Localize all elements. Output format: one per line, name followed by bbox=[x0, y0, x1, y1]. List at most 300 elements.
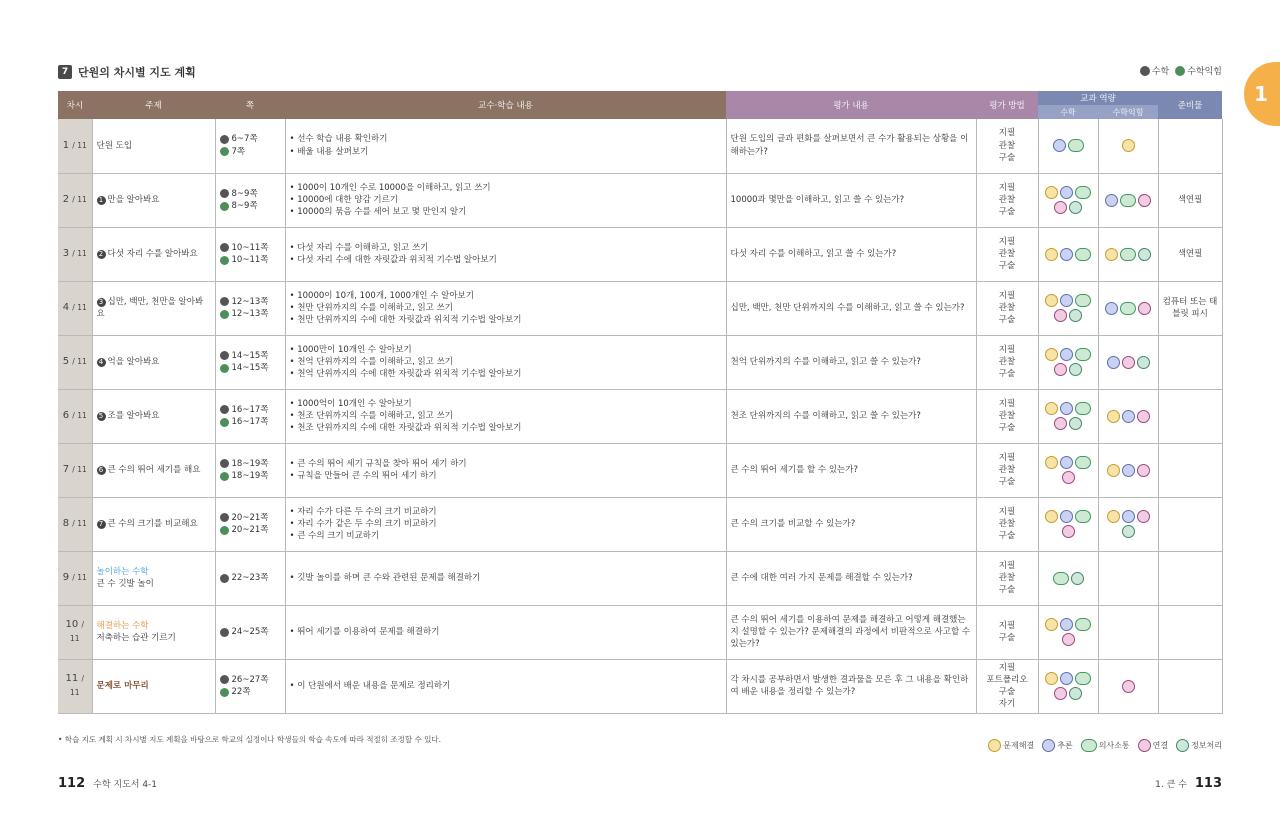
book-legend bbox=[1140, 64, 1222, 77]
info-processing-icon bbox=[1069, 417, 1082, 430]
page-ref-text: 24~25쪽 bbox=[231, 626, 269, 637]
communication-icon bbox=[1075, 618, 1091, 631]
content-item: • 천만 단위까지의 수에 대한 자릿값과 위치적 기수법 알아보기 bbox=[290, 314, 722, 326]
connection-icon bbox=[1138, 739, 1151, 752]
competency-practice-cell bbox=[1098, 659, 1158, 713]
connection-icon bbox=[1138, 302, 1151, 315]
header-comp-practice: 수학익힘 bbox=[1098, 105, 1158, 119]
content-item: • 1000이 10개인 수로 10000을 이해하고, 읽고 쓰기 bbox=[290, 182, 722, 194]
table-row bbox=[58, 443, 1222, 497]
content-item: • 1000억이 10개인 수 알아보기 bbox=[290, 398, 722, 410]
reasoning-icon bbox=[1105, 302, 1118, 315]
content-item: • 천조 단위까지의 수를 이해하고, 읽고 쓰기 bbox=[290, 410, 722, 422]
connection-icon bbox=[1137, 464, 1150, 477]
math-book-icon bbox=[220, 243, 229, 252]
content-item: • 천억 단위까지의 수를 이해하고, 읽고 쓰기 bbox=[290, 356, 722, 368]
info-processing-icon bbox=[1138, 248, 1151, 261]
method-item: 구술 bbox=[998, 315, 1016, 326]
materials-cell: 색연필 bbox=[1158, 173, 1222, 227]
competency-math-cell bbox=[1038, 281, 1098, 335]
info-processing-icon bbox=[1069, 201, 1082, 214]
legend-conn-label: 연결 bbox=[1152, 741, 1169, 750]
problem-solving-icon bbox=[1045, 294, 1058, 307]
topic-title: 저축하는 습관 기르기 bbox=[96, 633, 176, 643]
legend-info bbox=[1176, 739, 1222, 752]
page-ref-text: 22쪽 bbox=[231, 687, 251, 698]
competency-math-cell bbox=[1038, 605, 1098, 659]
method-item: 지필 bbox=[998, 290, 1016, 301]
method-item: 지필 bbox=[998, 398, 1016, 409]
topic-number: 7 bbox=[97, 520, 106, 529]
page-ref-text: 16~17쪽 bbox=[231, 404, 269, 415]
page-ref bbox=[220, 458, 281, 470]
reasoning-icon bbox=[1060, 618, 1073, 631]
content-item: • 천조 단위까지의 수에 대한 자릿값과 위치적 기수법 알아보기 bbox=[290, 422, 722, 434]
session-cell bbox=[58, 605, 92, 659]
connection-icon bbox=[1137, 410, 1150, 423]
info-processing-icon bbox=[1137, 356, 1150, 369]
topic-number: 5 bbox=[97, 412, 106, 421]
materials-cell bbox=[1158, 659, 1222, 713]
content-item: • 선수 학습 내용 확인하기 bbox=[290, 133, 722, 145]
page-ref bbox=[220, 200, 281, 212]
table-row bbox=[58, 659, 1222, 713]
communication-icon bbox=[1120, 248, 1136, 261]
competency-practice-cell bbox=[1098, 443, 1158, 497]
practice-book-icon bbox=[220, 147, 229, 156]
topic-title: 십만, 백만, 천만을 알아봐요 bbox=[96, 296, 204, 319]
page-cell bbox=[215, 335, 285, 389]
page-cell bbox=[215, 227, 285, 281]
content-item: • 10000의 묶음 수를 세어 보고 몇 만인지 알기 bbox=[290, 206, 722, 218]
method-item: 지필 bbox=[998, 236, 1016, 247]
page-cell bbox=[215, 173, 285, 227]
method-item: 포트폴리오 bbox=[986, 674, 1028, 685]
method-cell bbox=[976, 119, 1038, 173]
book-legend-practice bbox=[1175, 64, 1222, 77]
table-row bbox=[58, 497, 1222, 551]
page-ref-text: 7쪽 bbox=[231, 146, 246, 157]
content-item: • 큰 수의 크기 비교하기 bbox=[290, 530, 722, 542]
evaluation-cell: 10000과 몇만을 이해하고, 읽고 쓸 수 있는가? bbox=[726, 173, 976, 227]
session-number: 11 bbox=[65, 672, 79, 684]
info-processing-icon bbox=[1069, 363, 1082, 376]
header-competency: 교과 역량 bbox=[1038, 91, 1158, 105]
problem-solving-icon bbox=[1045, 348, 1058, 361]
evaluation-cell: 큰 수에 대한 여러 가지 문제를 해결할 수 있는가? bbox=[726, 551, 976, 605]
method-item: 지필 bbox=[998, 452, 1016, 463]
header-topic: 주제 bbox=[92, 91, 215, 119]
method-item: 관찰 bbox=[998, 356, 1016, 367]
page-ref-text: 10~11쪽 bbox=[231, 242, 269, 253]
competency-math-cell bbox=[1038, 443, 1098, 497]
content-item: • 10000이 10개, 100개, 1000개인 수 알아보기 bbox=[290, 290, 722, 302]
reasoning-icon bbox=[1060, 672, 1073, 685]
communication-icon bbox=[1075, 510, 1091, 523]
method-item: 지필 bbox=[998, 506, 1016, 517]
legend-solve bbox=[988, 739, 1034, 752]
method-item: 구술 bbox=[998, 423, 1016, 434]
competency-math-cell bbox=[1038, 659, 1098, 713]
session-number: 6 bbox=[62, 409, 70, 421]
page-ref-text: 12~13쪽 bbox=[231, 309, 269, 319]
problem-solving-icon bbox=[1107, 410, 1120, 423]
page-ref bbox=[220, 686, 281, 698]
session-cell bbox=[58, 119, 92, 173]
communication-icon bbox=[1075, 348, 1091, 361]
problem-solving-icon bbox=[1045, 186, 1058, 199]
session-total: / 11 bbox=[72, 410, 87, 420]
header-evaluation: 평가 내용 bbox=[726, 91, 976, 119]
section-number: 7 bbox=[58, 65, 72, 79]
reasoning-icon bbox=[1060, 186, 1073, 199]
reasoning-icon bbox=[1060, 248, 1073, 261]
topic-number: 4 bbox=[97, 358, 106, 367]
header-page: 쪽 bbox=[215, 91, 285, 119]
topic-title: 단원 도입 bbox=[96, 140, 133, 151]
session-total: / 11 bbox=[72, 356, 87, 366]
topic-number: 2 bbox=[97, 250, 106, 259]
page-ref-text: 8~9쪽 bbox=[231, 201, 258, 211]
materials-cell bbox=[1158, 335, 1222, 389]
math-book-icon bbox=[1140, 66, 1150, 76]
topic-cell bbox=[92, 281, 215, 335]
method-item: 관찰 bbox=[998, 464, 1016, 475]
session-cell bbox=[58, 281, 92, 335]
table-row bbox=[58, 335, 1222, 389]
practice-book-icon bbox=[220, 256, 229, 265]
method-cell bbox=[976, 497, 1038, 551]
content-cell bbox=[285, 281, 726, 335]
table-row bbox=[58, 389, 1222, 443]
session-total: / 11 bbox=[72, 464, 87, 474]
method-item: 구술 bbox=[998, 585, 1016, 596]
topic-number: 6 bbox=[97, 466, 106, 475]
session-number: 1 bbox=[62, 139, 70, 151]
connection-icon bbox=[1137, 510, 1150, 523]
method-item: 관찰 bbox=[998, 194, 1016, 205]
topic-title: 만을 알아봐요 bbox=[107, 194, 160, 205]
method-cell bbox=[976, 551, 1038, 605]
session-total: / 11 bbox=[72, 140, 87, 150]
materials-cell bbox=[1158, 119, 1222, 173]
legend-reason-label: 추론 bbox=[1057, 741, 1073, 750]
session-total: / 11 bbox=[72, 194, 87, 204]
page-ref bbox=[220, 416, 281, 428]
method-item: 구술 bbox=[998, 369, 1016, 380]
page-ref bbox=[220, 188, 281, 200]
table-row bbox=[58, 551, 1222, 605]
reasoning-icon bbox=[1060, 456, 1073, 469]
math-book-icon bbox=[220, 574, 229, 583]
content-item: • 뛰어 세기를 이용하여 문제를 해결하기 bbox=[290, 626, 722, 638]
header-method: 평가 방법 bbox=[976, 91, 1038, 119]
practice-book-icon bbox=[220, 418, 229, 427]
reasoning-icon bbox=[1122, 464, 1135, 477]
connection-icon bbox=[1138, 194, 1151, 207]
method-item: 지필 bbox=[998, 620, 1016, 631]
topic-cell bbox=[92, 389, 215, 443]
evaluation-cell: 단원 도입의 글과 편화를 살펴보면서 큰 수가 활용되는 상황을 이해하는가? bbox=[726, 119, 976, 173]
reasoning-icon bbox=[1042, 739, 1055, 752]
book-title: 수학 지도서 4-1 bbox=[93, 780, 158, 790]
problem-solving-icon bbox=[1107, 510, 1120, 523]
materials-cell: 색연필 bbox=[1158, 227, 1222, 281]
page-cell bbox=[215, 443, 285, 497]
session-total: / 11 bbox=[69, 619, 84, 643]
competency-math-cell bbox=[1038, 551, 1098, 605]
topic-number: 1 bbox=[97, 196, 106, 205]
method-item: 관찰 bbox=[998, 518, 1016, 529]
competency-math-cell bbox=[1038, 389, 1098, 443]
communication-icon bbox=[1075, 456, 1091, 469]
connection-icon bbox=[1054, 309, 1067, 322]
legend-reason bbox=[1042, 739, 1072, 752]
page-ref bbox=[220, 470, 281, 482]
topic-cell bbox=[92, 227, 215, 281]
reasoning-icon bbox=[1105, 194, 1118, 207]
competency-practice-cell bbox=[1098, 551, 1158, 605]
topic-cell bbox=[92, 119, 215, 173]
topic-title: 다섯 자리 수를 알아봐요 bbox=[107, 248, 198, 259]
page-ref bbox=[220, 308, 281, 320]
competency-math-cell bbox=[1038, 173, 1098, 227]
method-cell bbox=[976, 605, 1038, 659]
page-ref bbox=[220, 242, 281, 254]
competency-math-cell bbox=[1038, 227, 1098, 281]
connection-icon bbox=[1054, 201, 1067, 214]
session-cell bbox=[58, 659, 92, 713]
competency-practice-cell bbox=[1098, 119, 1158, 173]
competency-legend bbox=[988, 739, 1222, 752]
practice-book-icon bbox=[220, 688, 229, 697]
competency-practice-cell bbox=[1098, 389, 1158, 443]
problem-solving-icon bbox=[1107, 464, 1120, 477]
page-ref-text: 6~7쪽 bbox=[231, 134, 258, 145]
info-processing-icon bbox=[1069, 687, 1082, 700]
chapter-title: 1. 큰 수 bbox=[1155, 780, 1187, 790]
math-book-icon bbox=[220, 513, 229, 522]
legend-comm-label: 의사소통 bbox=[1098, 741, 1130, 750]
topic-title: 큰 수의 뛰어 세기를 해요 bbox=[107, 464, 201, 475]
content-cell bbox=[285, 227, 726, 281]
method-item: 관찰 bbox=[998, 248, 1016, 259]
method-cell bbox=[976, 173, 1038, 227]
session-number: 5 bbox=[62, 355, 70, 367]
communication-icon bbox=[1075, 402, 1091, 415]
page-cell bbox=[215, 659, 285, 713]
content-item: • 이 단원에서 배운 내용을 문제로 정리하기 bbox=[290, 680, 722, 692]
page-ref-text: 18~19쪽 bbox=[231, 471, 269, 481]
problem-solving-icon bbox=[988, 739, 1001, 752]
session-number: 8 bbox=[62, 517, 70, 529]
content-cell bbox=[285, 443, 726, 497]
problem-solving-icon bbox=[1105, 248, 1118, 261]
content-item: • 천억 단위까지의 수에 대한 자릿값과 위치적 기수법 알아보기 bbox=[290, 368, 722, 380]
math-book-icon bbox=[220, 459, 229, 468]
method-item: 자기 bbox=[998, 699, 1016, 710]
connection-icon bbox=[1122, 680, 1135, 693]
info-processing-icon bbox=[1122, 525, 1135, 538]
method-item: 관찰 bbox=[998, 572, 1016, 583]
topic-cell bbox=[92, 497, 215, 551]
communication-icon bbox=[1075, 294, 1091, 307]
content-cell bbox=[285, 335, 726, 389]
communication-icon bbox=[1120, 302, 1136, 315]
competency-practice-cell bbox=[1098, 281, 1158, 335]
section-title bbox=[58, 63, 196, 81]
session-number: 7 bbox=[62, 463, 70, 475]
topic-title: 큰 수의 크기를 비교해요 bbox=[107, 518, 198, 529]
method-item: 구술 bbox=[998, 207, 1016, 218]
math-book-icon bbox=[220, 351, 229, 360]
topic-title: 큰 수 깃발 놀이 bbox=[96, 579, 154, 589]
method-cell bbox=[976, 227, 1038, 281]
page-cell bbox=[215, 551, 285, 605]
table-row bbox=[58, 173, 1222, 227]
page-ref-text: 10~11쪽 bbox=[231, 255, 269, 265]
math-book-icon bbox=[220, 628, 229, 637]
table-row bbox=[58, 227, 1222, 281]
chapter-tab[interactable]: 1 bbox=[1244, 62, 1280, 126]
materials-cell bbox=[1158, 605, 1222, 659]
method-item: 구술 bbox=[998, 687, 1016, 698]
page-ref bbox=[220, 296, 281, 308]
session-number: 10 bbox=[65, 618, 79, 630]
materials-cell bbox=[1158, 389, 1222, 443]
footer-left bbox=[58, 776, 157, 791]
method-cell bbox=[976, 659, 1038, 713]
competency-practice-cell bbox=[1098, 497, 1158, 551]
content-cell bbox=[285, 173, 726, 227]
topic-cell bbox=[92, 173, 215, 227]
page-number-right: 113 bbox=[1194, 776, 1222, 791]
table-row bbox=[58, 119, 1222, 173]
header-comp-math: 수학 bbox=[1038, 105, 1098, 119]
topic-cell bbox=[92, 335, 215, 389]
footnote: • 학습 지도 계획 시 차시별 지도 계획을 바탕으로 학교의 실정이나 학생들의 학습 속도에 따라 적절히 조정할 수 있다. bbox=[58, 735, 441, 744]
topic-title: 문제로 마무리 bbox=[96, 680, 149, 691]
page-cell bbox=[215, 119, 285, 173]
evaluation-cell: 큰 수의 크기를 비교할 수 있는가? bbox=[726, 497, 976, 551]
content-item: • 자리 수가 다른 두 수의 크기 비교하기 bbox=[290, 506, 722, 518]
method-item: 지필 bbox=[998, 560, 1016, 571]
content-item: • 배울 내용 살펴보기 bbox=[290, 146, 722, 158]
communication-icon bbox=[1075, 186, 1091, 199]
page-ref bbox=[220, 674, 281, 686]
page-ref-text: 16~17쪽 bbox=[231, 417, 269, 427]
book-legend-practice-label: 수학익힘 bbox=[1187, 67, 1222, 77]
topic-category: 해결하는 수학 bbox=[96, 620, 149, 631]
topic-cell bbox=[92, 551, 215, 605]
method-item: 구술 bbox=[998, 152, 1016, 163]
page-ref bbox=[220, 404, 281, 416]
content-cell bbox=[285, 605, 726, 659]
session-cell bbox=[58, 551, 92, 605]
session-total: / 11 bbox=[69, 673, 84, 698]
method-cell bbox=[976, 443, 1038, 497]
content-item: • 자리 수가 같은 두 수의 크기 비교하기 bbox=[290, 518, 722, 530]
communication-icon bbox=[1120, 194, 1136, 207]
competency-math-cell bbox=[1038, 119, 1098, 173]
reasoning-icon bbox=[1053, 139, 1066, 152]
session-cell bbox=[58, 335, 92, 389]
page-number-left: 112 bbox=[58, 776, 86, 791]
evaluation-cell: 다섯 자리 수를 이해하고, 읽고 쓸 수 있는가? bbox=[726, 227, 976, 281]
book-legend-math-label: 수학 bbox=[1151, 67, 1170, 77]
session-cell bbox=[58, 173, 92, 227]
method-item: 관찰 bbox=[998, 410, 1016, 421]
session-total: / 11 bbox=[72, 518, 87, 528]
evaluation-cell: 십만, 백만, 천만 단위까지의 수를 이해하고, 읽고 쓸 수 있는가? bbox=[726, 281, 976, 335]
page-cell bbox=[215, 605, 285, 659]
method-item: 관찰 bbox=[998, 302, 1016, 313]
method-item: 구술 bbox=[998, 531, 1016, 542]
competency-practice-cell bbox=[1098, 335, 1158, 389]
materials-cell bbox=[1158, 497, 1222, 551]
math-book-icon bbox=[220, 135, 229, 144]
practice-book-icon bbox=[220, 526, 229, 535]
page-cell bbox=[215, 281, 285, 335]
competency-practice-cell bbox=[1098, 173, 1158, 227]
content-item: • 1000만이 10개인 수 알아보기 bbox=[290, 344, 722, 356]
method-item: 구술 bbox=[998, 261, 1016, 272]
method-item: 구술 bbox=[998, 633, 1016, 643]
page-cell bbox=[215, 389, 285, 443]
session-total: / 11 bbox=[72, 248, 87, 258]
page-ref bbox=[220, 572, 281, 584]
content-item: • 큰 수의 뛰어 세기 규칙을 찾아 뛰어 세기 하기 bbox=[290, 458, 722, 470]
evaluation-cell: 천조 단위까지의 수를 이해하고, 읽고 쓸 수 있는가? bbox=[726, 389, 976, 443]
materials-cell bbox=[1158, 443, 1222, 497]
legend-conn bbox=[1138, 739, 1168, 752]
communication-icon bbox=[1081, 739, 1097, 752]
legend-solve-label: 문제해결 bbox=[1003, 741, 1035, 750]
page-ref bbox=[220, 524, 281, 536]
connection-icon bbox=[1062, 471, 1075, 484]
content-item: • 다섯 자리 수를 이해하고, 읽고 쓰기 bbox=[290, 242, 722, 254]
math-book-icon bbox=[220, 405, 229, 414]
connection-icon bbox=[1054, 363, 1067, 376]
math-book-icon bbox=[220, 189, 229, 198]
evaluation-cell: 천억 단위까지의 수를 이해하고, 읽고 쓸 수 있는가? bbox=[726, 335, 976, 389]
content-cell bbox=[285, 659, 726, 713]
page-ref bbox=[220, 146, 281, 158]
table-row bbox=[58, 605, 1222, 659]
reasoning-icon bbox=[1060, 510, 1073, 523]
session-number: 9 bbox=[62, 571, 70, 583]
section-heading: 단원의 차시별 지도 계획 bbox=[78, 66, 196, 79]
page-cell bbox=[215, 497, 285, 551]
communication-icon bbox=[1075, 248, 1091, 261]
session-number: 3 bbox=[62, 247, 70, 259]
content-cell bbox=[285, 389, 726, 443]
problem-solving-icon bbox=[1045, 248, 1058, 261]
info-processing-icon bbox=[1071, 572, 1084, 585]
reasoning-icon bbox=[1060, 348, 1073, 361]
evaluation-cell: 큰 수의 뛰어 세기를 할 수 있는가? bbox=[726, 443, 976, 497]
page-ref-text: 8~9쪽 bbox=[231, 188, 258, 199]
reasoning-icon bbox=[1122, 510, 1135, 523]
method-cell bbox=[976, 335, 1038, 389]
session-number: 4 bbox=[62, 301, 70, 313]
session-cell bbox=[58, 227, 92, 281]
book-legend-math bbox=[1140, 64, 1169, 77]
content-cell bbox=[285, 119, 726, 173]
materials-cell bbox=[1158, 551, 1222, 605]
topic-cell bbox=[92, 659, 215, 713]
page-ref-text: 14~15쪽 bbox=[231, 363, 269, 373]
